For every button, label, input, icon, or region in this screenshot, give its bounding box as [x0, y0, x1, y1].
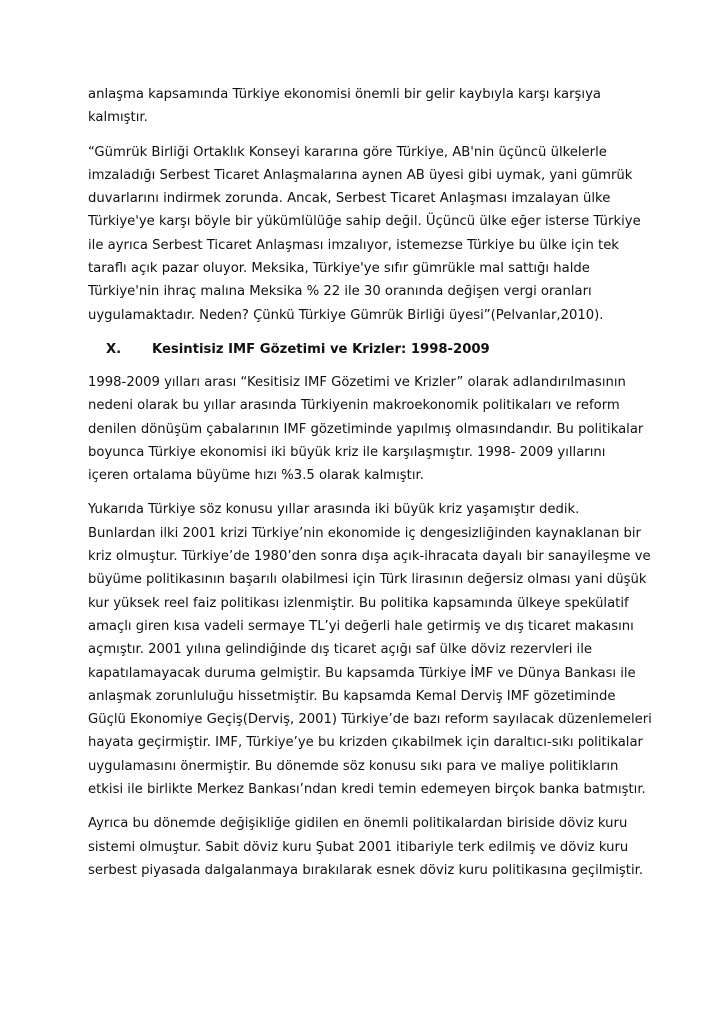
text-line: kapatılamayacak duruma gelmiştir. Bu kapsamda Türkiye İMF ve Dünya Bankası ile [88, 665, 636, 681]
text-line: 1998-2009 yılları arası “Kesitisiz IMF Gözetimi ve Krizler” olarak adlandırılmasının [88, 374, 626, 390]
document-page [88, 83, 653, 893]
section-number: X. [106, 341, 122, 357]
text-line: imzaladığı Serbest Ticaret Anlaşmalarına aynen AB üyesi gibi uymak, yani gümrük [88, 167, 633, 183]
text-line: anlaşma kapsamında Türkiye ekonomisi önemli bir gelir kaybıyla karşı karşıya [88, 87, 601, 102]
text-line: hayata geçirmiştir. IMF, Türkiye’ye bu krizden çıkabilmek için daraltıcı-sıkı politikalar [88, 735, 643, 751]
text-line: serbest piyasada dalgalanmaya bırakılarak esnek döviz kuru politikasına geçilmiştir. [88, 862, 644, 878]
text-line: anlaşmak zorunluluğu hissetmiştir. Bu kapsamda Kemal Derviş IMF gözetiminde [88, 688, 616, 704]
text-line: ile ayrıca Serbest Ticaret Anlaşması imzalıyor, istemezse Türkiye bu ülke için tek [88, 237, 619, 253]
text-line: taraflı açık pazar oluyor. Meksika, Türkiye'ye sıfır gümrükle mal sattığı halde [88, 261, 590, 277]
text-line: içeren ortalama büyüme hızı %3.5 olarak kalmıştır. [88, 468, 424, 484]
text-line: uygulamaktadır. Neden? Çünkü Türkiye Gümrük Birliği üyesi”(Pelvanlar,2010). [88, 307, 604, 323]
text-line: Yukarıda Türkiye söz konusu yıllar arasında iki büyük kriz yaşamıştır dedik. [88, 502, 580, 518]
text-line: kriz olmuştur. Türkiye’de 1980’den sonra dışa açık-ihracata dayalı bir sanayileşme ve [88, 549, 651, 565]
text-line: etkisi ile birlikte Merkez Bankası’ndan kredi temin edemeyen birçok banka batmıştır. [88, 782, 646, 798]
paragraph [88, 371, 653, 487]
text-line: Türkiye'nin ihraç malına Meksika % 22 ile 30 oranında değişen vergi oranları [88, 284, 592, 300]
text-line: Güçlü Ekonomiye Geçiş(Derviş, 2001) Türkiye’de bazı reform sayılacak düzenlemeleri [88, 712, 652, 728]
text-line: kalmıştır. [88, 110, 148, 126]
text-line: Ayrıca bu dönemde değişikliğe gidilen en önemli politikalardan biriside döviz kuru [88, 816, 628, 832]
section-heading [88, 338, 653, 361]
text-line: “Gümrük Birliği Ortaklık Konseyi kararına göre Türkiye, AB'nin üçüncü ülkelerle [88, 144, 607, 160]
quote-paragraph [88, 141, 653, 327]
text-line: Türkiye'ye karşı böyle bir yükümlülüğe sahip değil. Üçüncü ülke eğer isterse Türkiye [88, 214, 641, 230]
section-title: Kesintisiz IMF Gözetimi ve Krizler: 1998-2009 [152, 341, 490, 357]
text-line: amaçlı giren kısa vadeli sermaye TL’yi değerli hale getirmiş ve dış ticaret makasını [88, 618, 634, 634]
text-line: sistemi olmuştur. Sabit döviz kuru Şubat 2001 itibariyle terk edilmiş ve döviz kuru [88, 839, 629, 855]
text-line: büyüme politikasının başarılı olabilmesi için Türk lirasının değersiz olması yani düşük [88, 572, 647, 588]
text-line: nedeni olarak bu yıllar arasında Türkiyenin makroekonomik politikaları ve reform [88, 398, 620, 414]
text-line: açmıştır. 2001 yılına gelindiğinde dış ticaret açığı saf ülke döviz rezervleri ile [88, 642, 592, 658]
paragraph [88, 812, 653, 882]
text-line: boyunca Türkiye ekonomisi iki büyük kriz ile karşılaşmıştır. 1998- 2009 yıllarını [88, 444, 606, 460]
text-line: duvarlarını indirmek zorunda. Ancak, Serbest Ticaret Anlaşması imzalayan ülke [88, 191, 611, 207]
text-line: denilen dönüşüm çabalarının IMF gözetiminde yapılmış olmasındandır. Bu politikalar [88, 421, 644, 437]
text-line: kur yüksek reel faiz politikası izlenmiştir. Bu politika kapsamında ülkeye spekülatif [88, 595, 629, 611]
paragraph [88, 498, 653, 801]
paragraph [88, 83, 653, 130]
text-line: uygulamasını önermiştir. Bu dönemde söz konusu sıkı para ve maliye politikların [88, 758, 619, 774]
text-line: Bunlardan ilki 2001 krizi Türkiye’nin ekonomide iç dengesizliğinden kaynaklanan bir [88, 525, 641, 541]
